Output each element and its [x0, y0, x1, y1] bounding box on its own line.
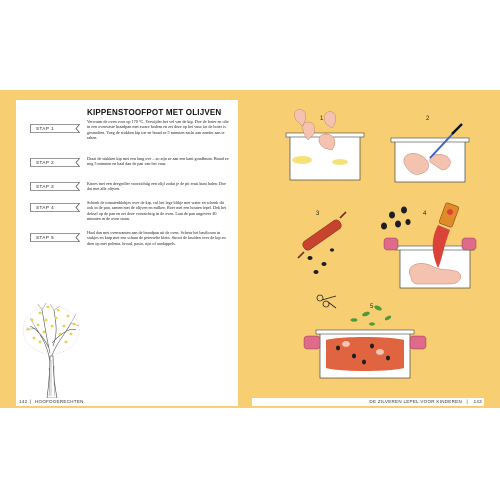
step-1-pot-illustration — [286, 109, 364, 180]
step-tab-5 — [30, 233, 80, 242]
olive-icon — [308, 248, 335, 274]
step-label: STAP 1 — [36, 126, 55, 131]
footer-divider: | — [466, 399, 468, 404]
step-number: 2 — [426, 116, 430, 122]
step-number: 3 — [316, 211, 320, 217]
right-section-name: DE ZILVEREN LEPEL VOOR KINDEREN — [369, 399, 462, 404]
step-number: 1 — [320, 116, 324, 122]
step-2-pot-illustration — [391, 116, 469, 182]
step-3-rolling-pin-illustration — [298, 211, 346, 274]
step-label: STAP 3 — [36, 184, 55, 189]
step-label: STAP 2 — [36, 160, 55, 165]
right-page-footer — [252, 398, 484, 406]
step-3-text: Knoes met een deegroller voorzichtig een olijf zodat je de pit eruit kunt halen. Doe dat met alle olijven. — [87, 181, 226, 192]
right-page-number: 143 — [473, 399, 482, 404]
left-section-name: HOOFDGERECHTEN — [35, 399, 84, 404]
chicken-leg-icon — [294, 109, 305, 126]
butter-icon — [292, 156, 312, 164]
step-number: 4 — [423, 211, 427, 217]
step-label: STAP 5 — [36, 235, 55, 240]
left-page-footer — [16, 398, 238, 406]
stew-icon — [326, 337, 404, 371]
oven-mitt-icon — [304, 336, 320, 349]
step-4-text: Schenk de tomatenblokjes over de kip, vul het lege blikje met water en schenk dit ook in de pan, samen met de olijven en milkee. Roer met een houten lepel. Dek het deksel op de pan en zet deze voorzichtig in de oven. Laat de pan ongeveer 40 minuten in de oven staan. — [87, 200, 227, 221]
oil-icon — [332, 159, 348, 165]
oven-mitt-icon — [384, 238, 398, 250]
step-tab-3 — [30, 182, 80, 191]
step-5-pot-illustration — [304, 295, 426, 378]
step-1-text: Verwarm de oven voor op 170 °C. Verwijder het vel van de kip. Doe de boter en olie in een ovenvaste braadpan met zware bodem en zet deze op het vuur tot de boter is gesmolten. Voeg de stukken kip toe en braad ze 5 minuten zacht aan zonder aan te raken. — [87, 119, 229, 140]
step-tab-2 — [30, 158, 80, 167]
step-tab-4 — [30, 203, 80, 212]
recipe-title: KIPPENSTOOFPOT MET OLIJVEN — [87, 108, 222, 117]
left-page-number: 142 — [19, 399, 28, 404]
step-number: 5 — [370, 304, 374, 310]
recipe-steps-illustration — [280, 100, 480, 380]
oven-mitt-icon — [410, 336, 426, 349]
olive-icon — [381, 207, 411, 230]
scissors-icon — [317, 295, 336, 308]
rolling-pin-icon — [301, 218, 343, 251]
tree-trunk — [47, 356, 57, 398]
olive-tree-illustration — [16, 298, 86, 398]
footer-divider: | — [30, 399, 32, 404]
chicken-leg-icon — [324, 112, 335, 128]
step-5-text: Haal dan met ovenwanten aan de braadpan uit de oven. Scheur het basilicum in stukjes en knip met een schaar de peterselie klein. Strooi de kruiden over de kip en dien op met polenta, brood, pasta, rijst of aardappels. — [87, 230, 226, 246]
step-4-pot-illustration — [381, 202, 476, 288]
step-label: STAP 4 — [36, 205, 55, 210]
step-tab-1 — [30, 124, 80, 133]
step-2-text: Draai de stukken kip met een lang ove – zo zijn ze aan een kant goudbruin. Braad ze nog 5 minuten en haal dan de pan van het vuur. — [87, 156, 229, 167]
oven-mitt-icon — [462, 238, 476, 250]
tomato-can-icon — [439, 202, 460, 227]
